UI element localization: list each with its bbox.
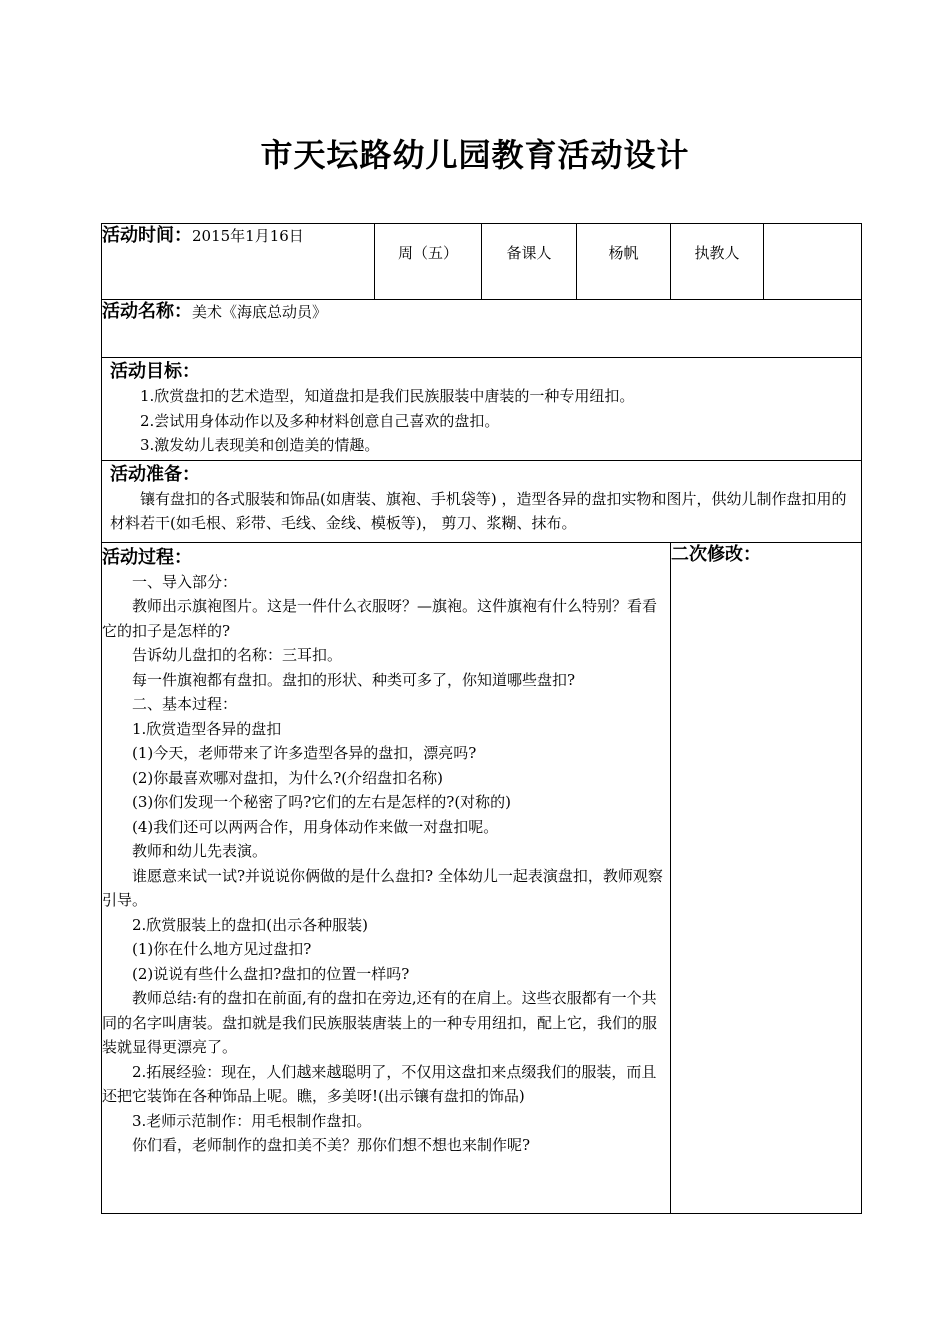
activity-goals-row (102, 358, 862, 461)
activity-name-value: 美术《海底总动员》 (192, 303, 328, 321)
revision-cell (671, 542, 862, 1213)
goal-item: 3.激发幼儿表现美和创造美的情趣。 (140, 436, 380, 454)
process-paragraph: 教师出示旗袍图片。这是一件什么衣服呀？—旗袍。这件旗袍有什么特别？看看它的扣子是怎样的? (102, 597, 658, 640)
weekday-cell (375, 224, 482, 300)
process-paragraph: 2.拓展经验：现在，人们越来越聪明了，不仅用这盘扣来点缀我们的服装，而且还把它装饰在各种饰品上呢。瞧，多美呀!(出示镶有盘扣的饰品) (102, 1062, 657, 1105)
activity-time-value: 2015年1月16日 (192, 227, 304, 245)
process-paragraph: 1.欣赏造型各异的盘扣 (132, 719, 282, 738)
process-paragraph: 3.老师示范制作：用毛根制作盘扣。 (132, 1111, 372, 1130)
activity-time-cell (102, 224, 375, 300)
activity-preparation-row (102, 460, 862, 542)
process-paragraph: 教师和幼儿先表演。 (132, 842, 268, 860)
process-paragraph: (4)我们还可以两两合作，用身体动作来做一对盘扣呢。 (132, 817, 499, 836)
activity-design-table (101, 223, 862, 1214)
activity-time-row (102, 224, 862, 300)
process-paragraph: (1)你在什么地方见过盘扣? (132, 940, 312, 958)
goal-item: 1.欣赏盘扣的艺术造型，知道盘扣是我们民族服装中唐装的一种专用纽扣。 (140, 387, 635, 405)
process-paragraph: 2.欣赏服装上的盘扣(出示各种服装) (132, 915, 369, 934)
preparer-name-cell (577, 224, 671, 300)
process-paragraph: (2)你最喜欢哪对盘扣，为什么?(介绍盘扣名称) (132, 768, 443, 787)
weekday-value: 周（五） (397, 244, 458, 262)
activity-goals-cell (102, 358, 862, 461)
process-paragraph: (1)今天，老师带来了许多造型各异的盘扣，漂亮吗? (132, 744, 477, 762)
preparation-text: 镶有盘扣的各式服装和饰品(如唐装、旗袍、手机袋等) ，造型各异的盘扣实物和图片，供幼儿制作盘扣用的材料若干(如毛根、彩带、毛线、金线、模板等)， 剪刀、浆糊、抹布。 (110, 489, 847, 532)
process-paragraph: (2)说说有些什么盘扣?盘扣的位置一样吗? (132, 964, 410, 983)
process-paragraphs (102, 570, 670, 1158)
process-paragraph: 你们看，老师制作的盘扣美不美？那你们想不想也来制作呢? (132, 1136, 531, 1154)
activity-process-cell (102, 542, 671, 1213)
activity-process-row (102, 542, 862, 1213)
process-paragraph: (3)你们发现一个秘密了吗?它们的左右是怎样的?(对称的) (132, 793, 512, 811)
preparer-name: 杨帆 (608, 244, 639, 262)
process-paragraph: 告诉幼儿盘扣的名称：三耳扣。 (132, 646, 343, 664)
teacher-label-cell (671, 224, 764, 300)
process-paragraph: 二、基本过程： (132, 695, 238, 713)
activity-name-row (102, 300, 862, 358)
activity-goals-label: 活动目标： (110, 361, 200, 382)
goal-item: 2.尝试用身体动作以及多种材料创意自己喜欢的盘扣。 (140, 411, 500, 430)
process-paragraph: 教师总结:有的盘扣在前面,有的盘扣在旁边,还有的在肩上。这些衣服都有一个共同的名字叫唐装。盘扣就是我们民族服装唐装上的一种专用纽扣，配上它，我们的服装就显得更漂亮了。 (102, 989, 658, 1056)
process-paragraph: 谁愿意来试一试?并说说你俩做的是什么盘扣? 全体幼儿一起表演盘扣，教师观察引导。 (102, 866, 663, 909)
activity-process-label: 活动过程： (102, 546, 192, 568)
teacher-label: 执教人 (694, 244, 740, 262)
page-title: 市天坛路幼儿园教育活动设计 (260, 136, 690, 174)
activity-name-cell (102, 300, 862, 358)
revision-label: 二次修改： (671, 543, 761, 565)
preparer-label: 备课人 (506, 244, 552, 262)
process-paragraph: 一、导入部分： (132, 572, 238, 591)
teacher-name-cell (764, 224, 862, 300)
activity-preparation-cell (102, 460, 862, 542)
activity-preparation-label: 活动准备： (110, 463, 200, 485)
process-paragraph: 每一件旗袍都有盘扣。盘扣的形状、种类可多了，你知道哪些盘扣? (132, 670, 576, 689)
activity-time-label: 活动时间： (102, 225, 192, 246)
activity-name-label: 活动名称： (102, 301, 192, 322)
preparer-label-cell (482, 224, 577, 300)
